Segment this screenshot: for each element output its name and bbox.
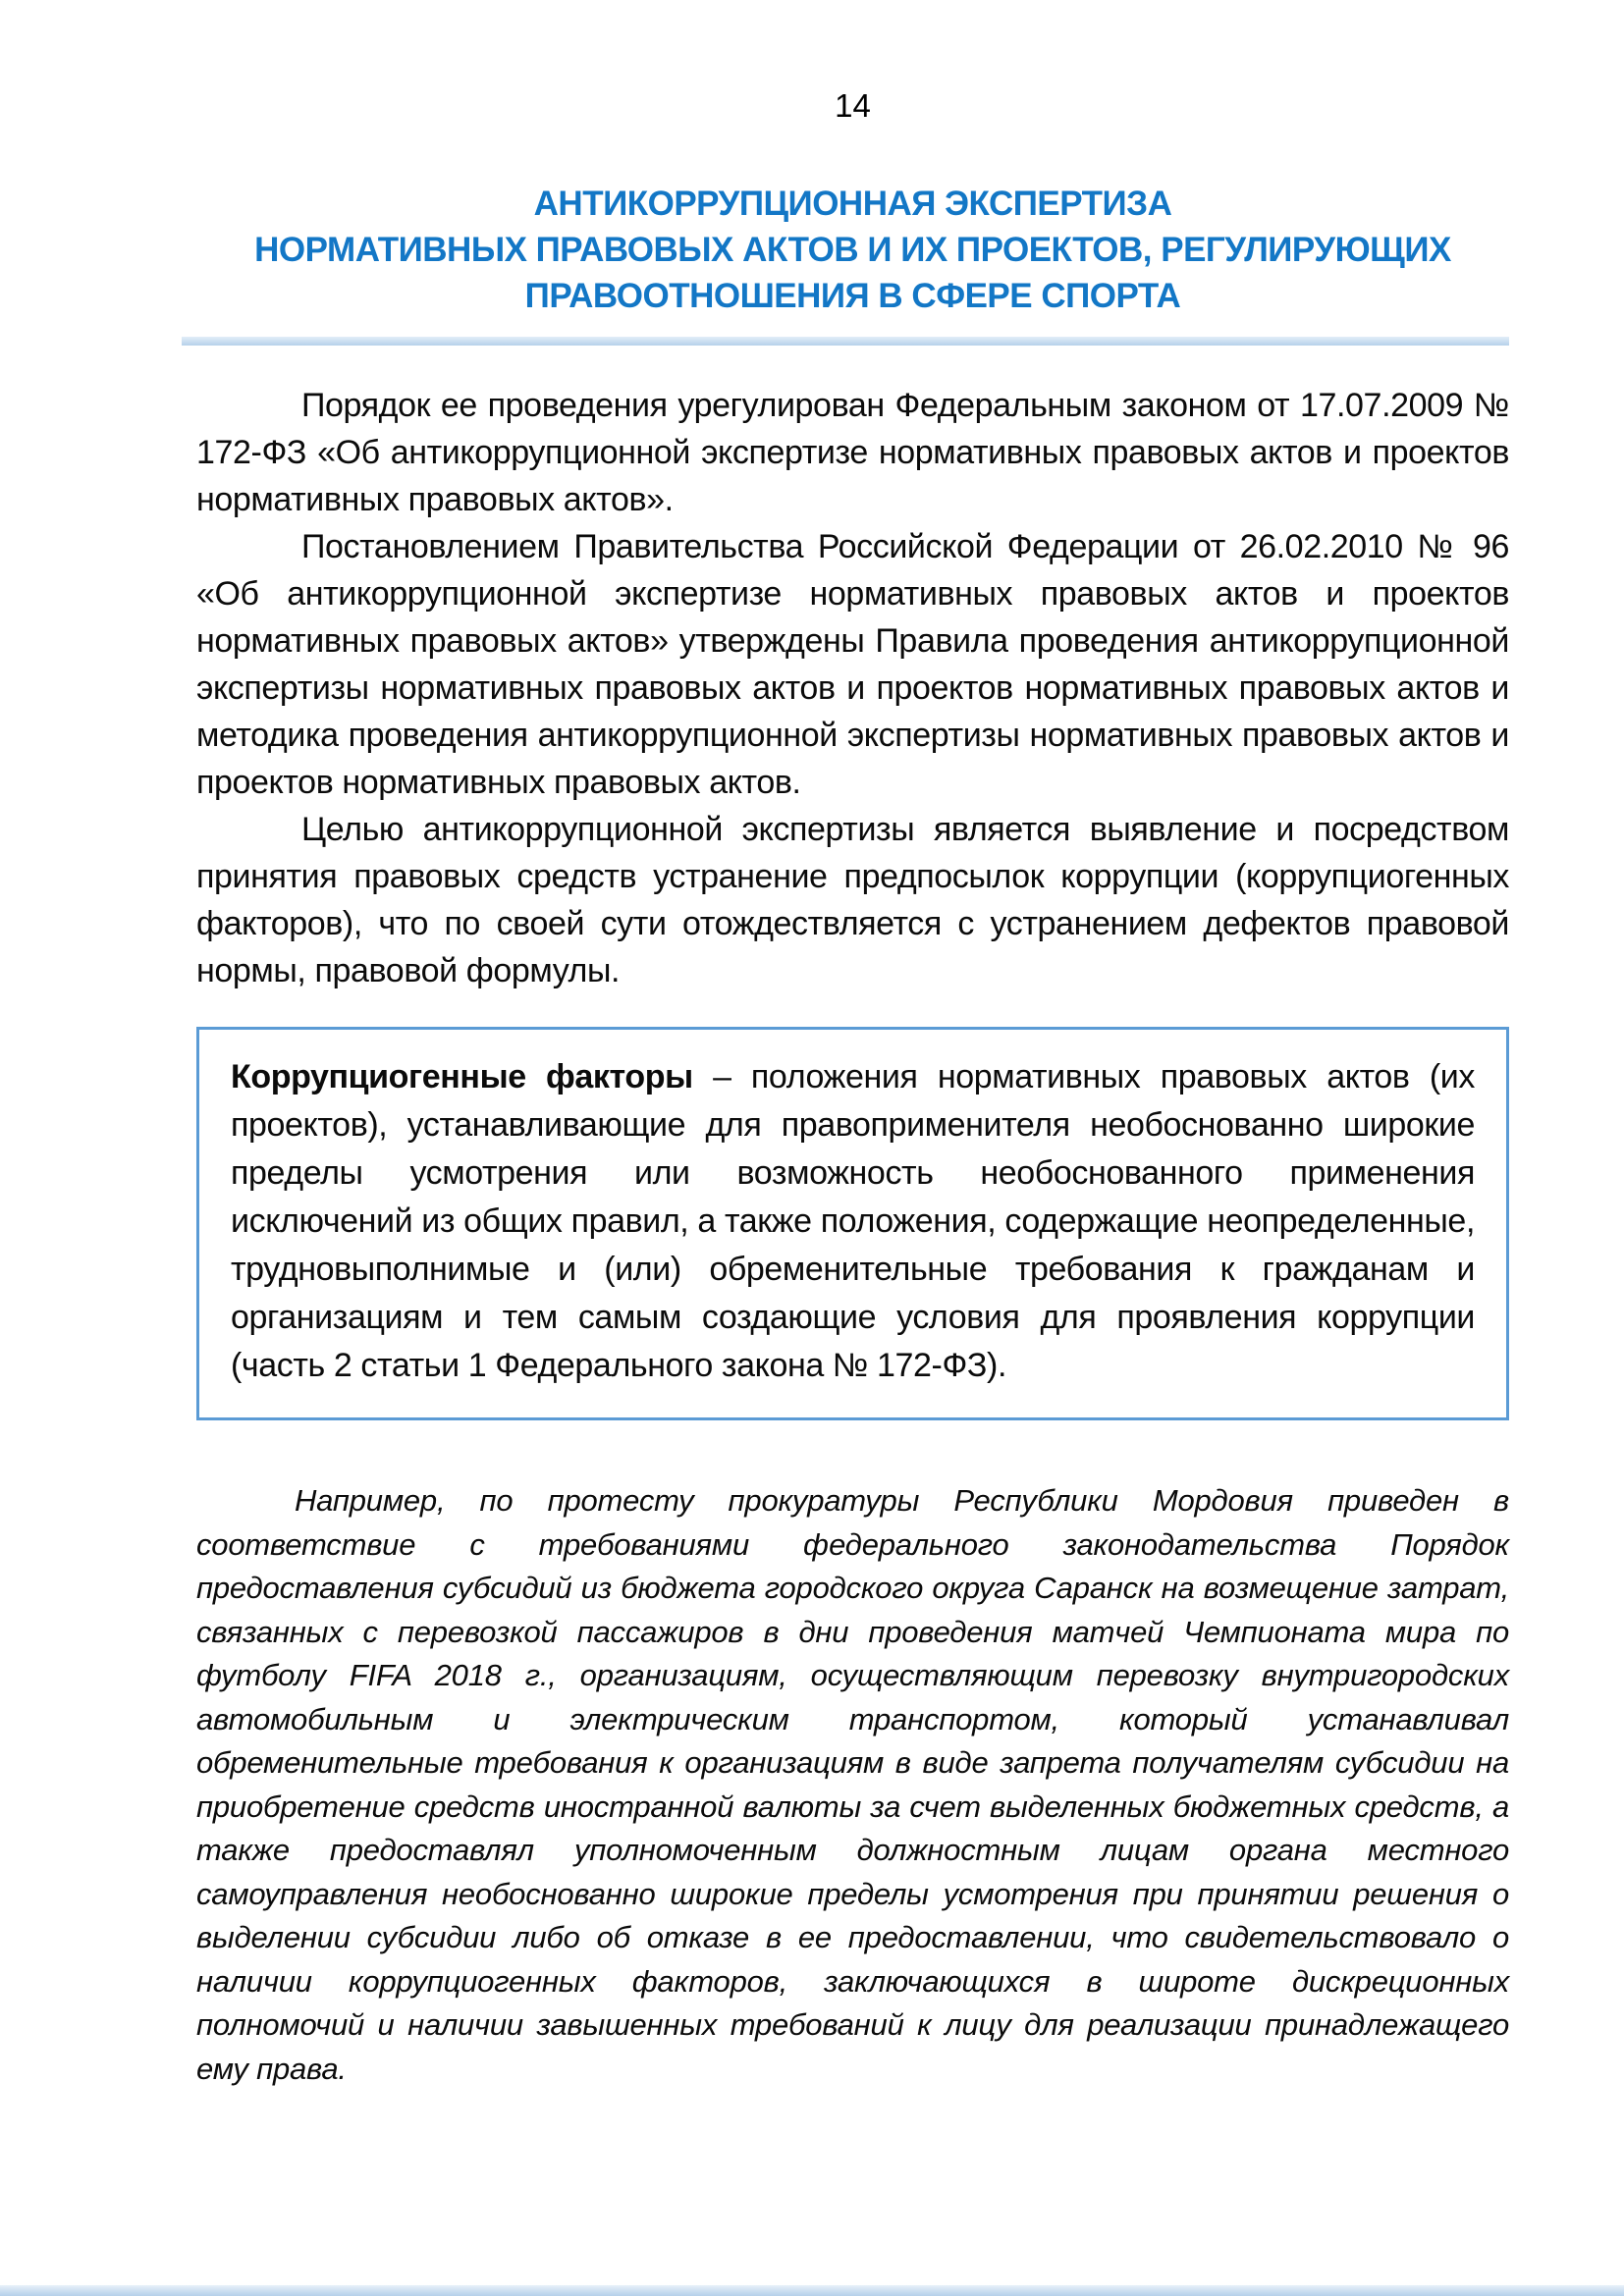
example-paragraph: Например, по протесту прокуратуры Республики Мордовия приведен в соответствие с требованиями федерального законодательства Порядок предоставления субсидий из бюджета городского округа Саранск на возмещение затрат, связанных с перевозкой пассажиров в дни проведения матчей Чемпионата мира по футболу FIFA 2018 г., организациям, осуществляющим перевозку внутригородских автомобильным и электрическим транспортом, который устанавливал обременительные требования к организациям в виде запрета получателям субсидии на приобретение средств иностранной валюты за счет выделенных бюджетных средств, а также предоставлял уполномоченным должностным лицам органа местного самоуправления необоснованно широкие пределы усмотрения при принятии решения о выделении субсидии либо об отказе в ее предоставлении, что свидетельствовало о наличии коррупциогенных факторов, заключающихся в широте дискреционных полномочий и наличии завышенных требований к лицу для реализации принадлежащего ему права.: [196, 1483, 1509, 2086]
title-line-2: НОРМАТИВНЫХ ПРАВОВЫХ АКТОВ И ИХ ПРОЕКТОВ, РЕГУЛИРУЮЩИХ: [254, 231, 1451, 269]
paragraph-expertise-goal: Целью антикоррупционной экспертизы является выявление и посредством принятия правовых средств устранение предпосылок коррупции (коррупциогенных факторов), что по своей сути отождествляется с устранением дефектов правовой нормы, правовой формулы.: [196, 811, 1509, 989]
definition-box: [196, 1027, 1509, 1420]
paragraph-government-decree: Постановлением Правительства Российской Федерации от 26.02.2010 № 96 «Об антикоррупционной экспертизе нормативных правовых актов и проектов нормативных правовых актов» утверждены Правила проведения антикоррупционной экспертизы нормативных правовых актов и проектов нормативных правовых актов и методика проведения антикоррупционной экспертизы нормативных правовых актов и проектов нормативных правовых актов.: [196, 528, 1509, 801]
definition-text: – положения нормативных правовых актов (их проектов), устанавливающие для правоприменителя необоснованно широкие пределы усмотрения или возможность необоснованного применения исключений из общих правил, а также положения, содержащие неопределенные, трудновыполнимые и (или) обременительные требования к гражданам и организациям и тем самым создающие условия для проявления коррупции (часть 2 статьи 1 Федерального закона № 172-ФЗ).: [231, 1058, 1475, 1384]
document-title: [196, 181, 1509, 319]
paragraph-federal-law: Порядок ее проведения урегулирован Федеральным законом от 17.07.2009 № 172-ФЗ «Об антикоррупционной экспертизе нормативных правовых актов и проектов нормативных правовых актов».: [196, 387, 1509, 518]
title-divider-rule: [182, 337, 1509, 346]
page-number: 14: [835, 87, 871, 124]
page-bottom-rule: [0, 2285, 1624, 2296]
title-line-3: ПРАВООТНОШЕНИЯ В СФЕРЕ СПОРТА: [524, 277, 1181, 315]
title-line-1: АНТИКОРРУПЦИОННАЯ ЭКСПЕРТИЗА: [533, 185, 1172, 223]
page-content: [196, 86, 1509, 2091]
definition-term: Коррупциогенные факторы: [231, 1058, 693, 1095]
